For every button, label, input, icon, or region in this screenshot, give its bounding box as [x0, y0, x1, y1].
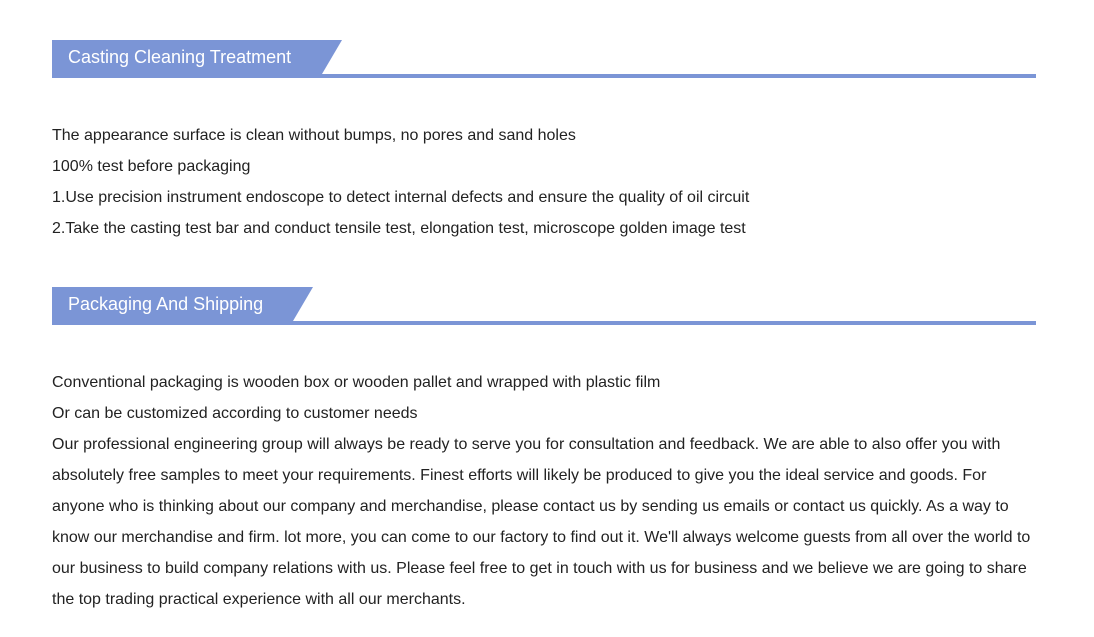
body-line: 100% test before packaging: [52, 158, 251, 175]
section-heading-text: Packaging And Shipping: [68, 294, 264, 314]
heading-underline: [52, 74, 1036, 78]
section-heading-bar: [52, 287, 1036, 325]
section-packaging-shipping: [52, 287, 1036, 615]
body-line: The appearance surface is clean without bumps, no pores and sand holes: [52, 127, 576, 144]
body-line: Conventional packaging is wooden box or wooden pallet and wrapped with plastic film: [52, 374, 661, 391]
body-paragraph: Our professional engineering group will always be ready to serve you for consultation and feedback. We are able to also offer you with absolutely free samples to meet your requirements. Finest efforts will likely be produced to give you the ideal service and goods. For anyone who is thinking about our company and merchandise, please contact us by sending us emails or contact us quickly. As a way to know our merchandise and firm. lot more, you can come to our factory to find out it. We'll always welcome guests from all over the world to our business to build company relations with us. Please feel free to get in touch with us for business and we believe we are going to share the top trading practical experience with all our merchants.: [52, 436, 1031, 608]
section-heading-bar: [52, 40, 1036, 78]
body-line: Or can be customized according to customer needs: [52, 405, 418, 422]
section-heading-text: Casting Cleaning Treatment: [68, 47, 292, 67]
section-body: [52, 367, 1036, 615]
section-heading: [52, 287, 293, 321]
section-body: [52, 120, 1036, 244]
body-line: 1.Use precision instrument endoscope to detect internal defects and ensure the quality of oil circuit: [52, 189, 750, 206]
body-line: 2.Take the casting test bar and conduct tensile test, elongation test, microscope golden image test: [52, 220, 746, 237]
section-heading: [52, 40, 322, 74]
heading-underline: [52, 321, 1036, 325]
section-casting-cleaning: [52, 40, 1036, 244]
